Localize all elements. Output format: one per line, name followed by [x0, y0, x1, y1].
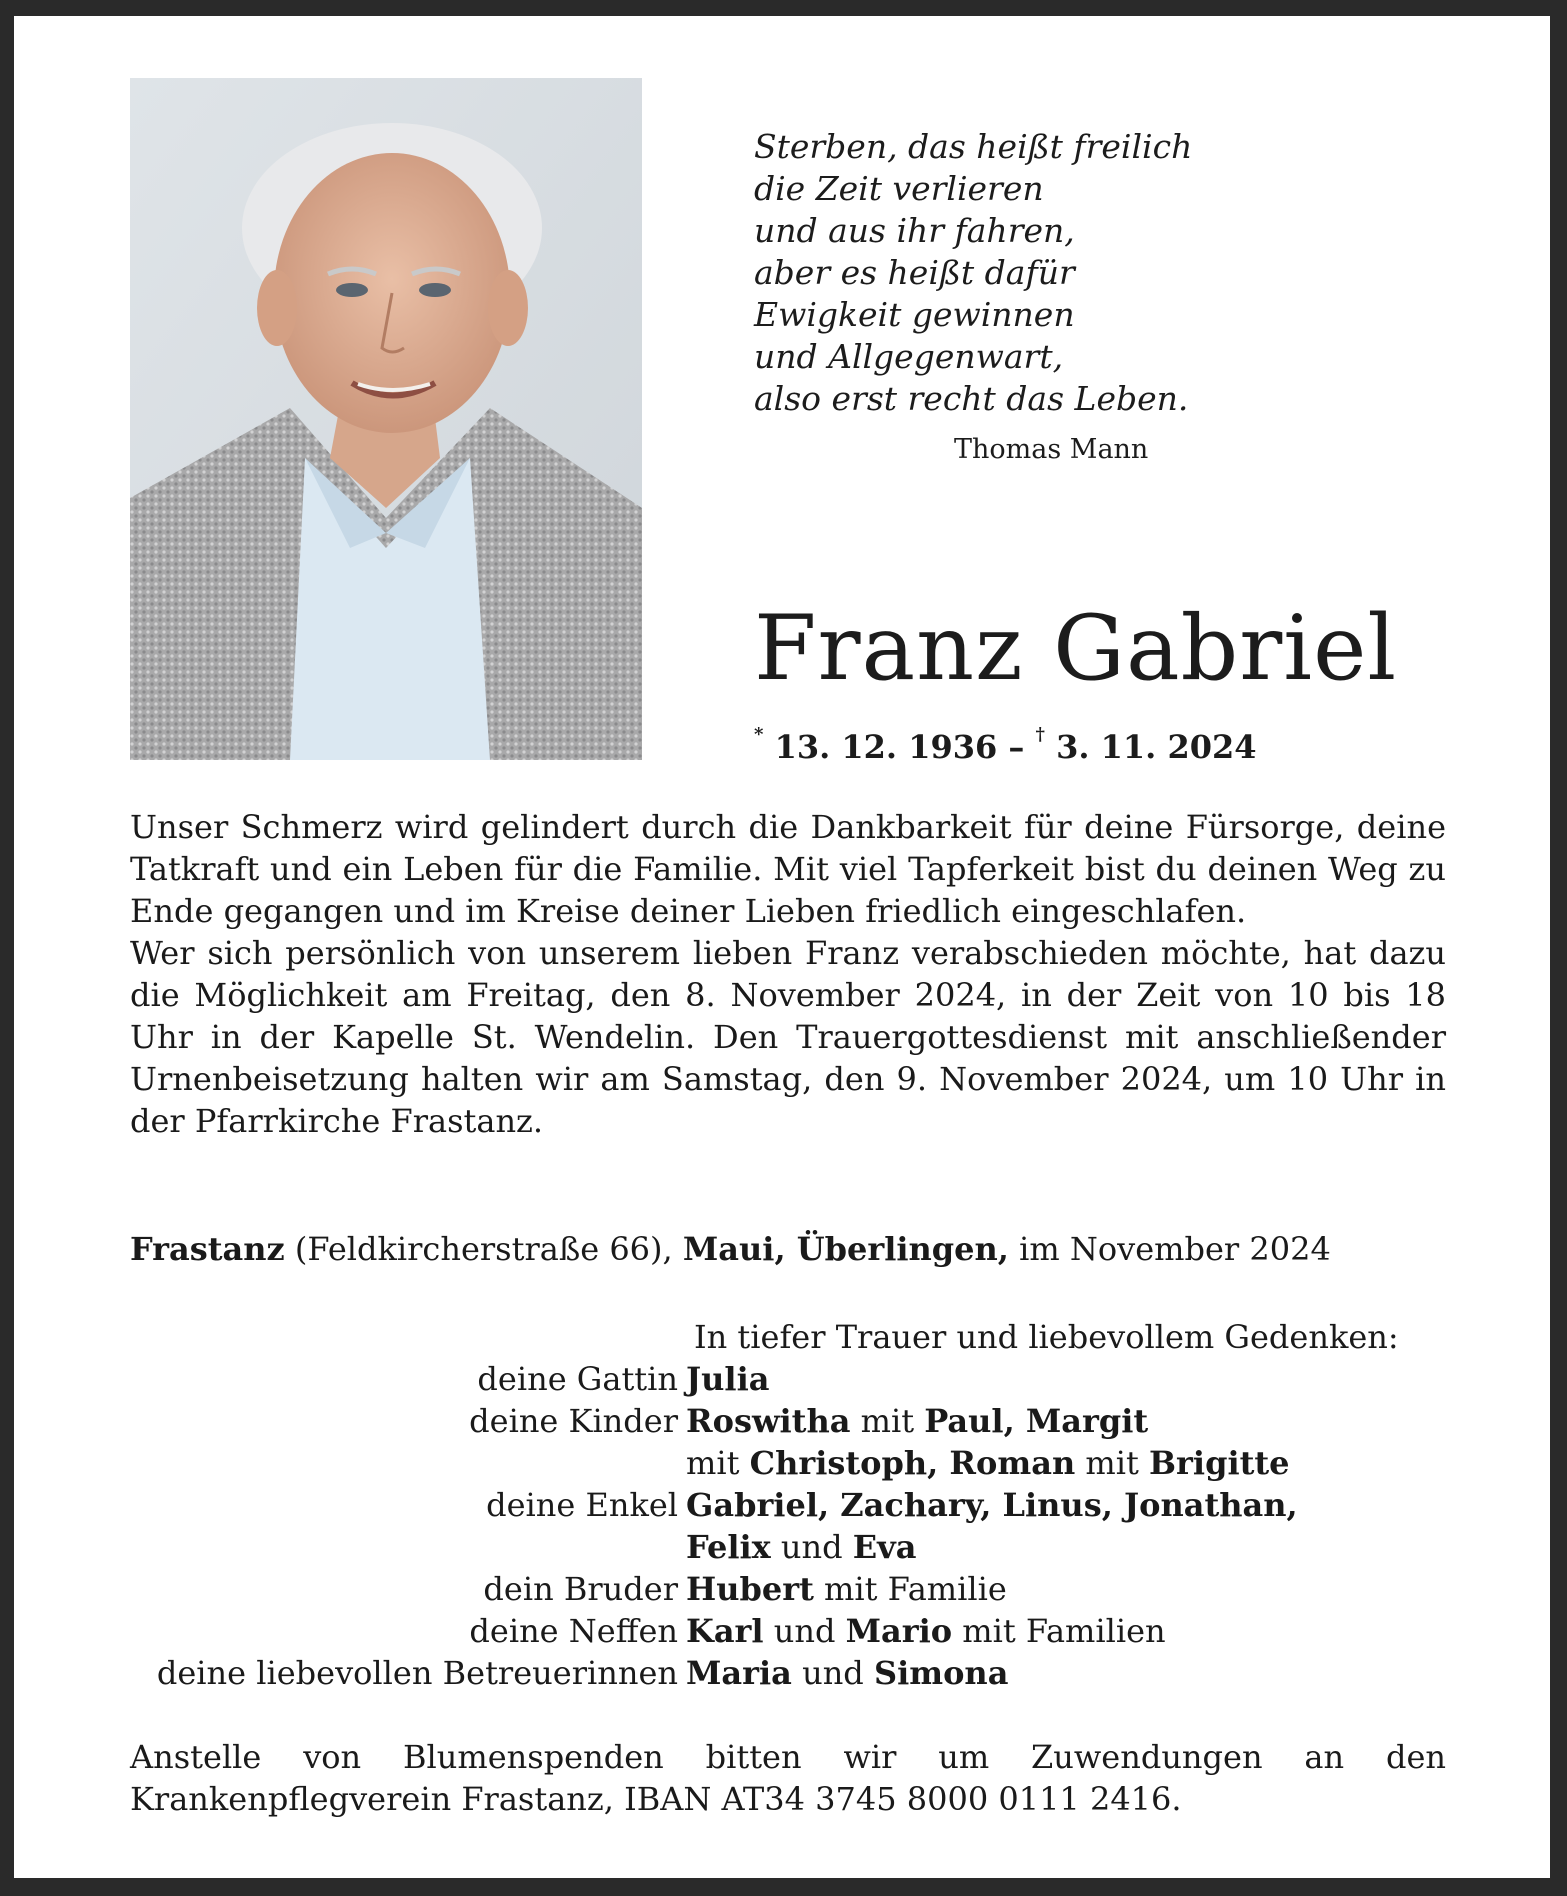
mourners-list	[130, 1358, 1530, 1694]
quote-line: Sterben, das heißt freilich	[754, 127, 1193, 166]
quote-line: die Zeit verlieren	[754, 169, 1044, 208]
place-date: im November 2024	[1019, 1230, 1331, 1268]
mourner-connector: mit	[1075, 1444, 1149, 1482]
mourner-relation: deine Neffen	[469, 1612, 678, 1650]
mourner-row	[130, 1484, 1530, 1526]
place-date-line	[130, 1228, 1331, 1270]
mourner-name: Paul, Margit	[924, 1402, 1149, 1440]
mourner-name: Karl	[686, 1612, 764, 1650]
mourners-intro: In tiefer Trauer und liebevollem Gedenken:	[694, 1318, 1399, 1356]
mourner-connector: mit Familie	[813, 1570, 1007, 1608]
mourner-name: Maria	[686, 1654, 792, 1692]
mourner-row	[130, 1652, 1530, 1694]
quote-line: und aus ihr fahren,	[754, 211, 1075, 250]
mourner-name: Brigitte	[1149, 1444, 1290, 1482]
mourner-row	[130, 1610, 1530, 1652]
deceased-name: Franz Gabriel	[754, 596, 1398, 701]
birth-symbol: *	[754, 724, 764, 746]
mourner-relation: deine Enkel	[486, 1486, 678, 1524]
place-others: Maui, Überlingen,	[682, 1230, 1009, 1268]
mourner-names	[686, 1610, 1166, 1652]
obituary-text	[130, 806, 1446, 1142]
donation-text: Anstelle von Blumenspenden bitten wir um Zuwendungen an den Krankenpflegverein Frastanz, IBAN AT34 3745 8000 0111 2416.	[130, 1738, 1446, 1818]
mourner-name: Christoph, Roman	[749, 1444, 1076, 1482]
birth-date: 13. 12. 1936	[774, 728, 998, 766]
life-dates	[754, 724, 1257, 766]
mourner-connector: mit	[850, 1402, 925, 1440]
mourner-row	[130, 1358, 1530, 1400]
mourner-name: Simona	[873, 1654, 1009, 1692]
mourner-names	[686, 1526, 916, 1568]
mourner-name: Julia	[686, 1360, 770, 1398]
obituary-page	[14, 16, 1550, 1878]
place-town: Frastanz	[130, 1230, 285, 1268]
mourner-row	[130, 1526, 1530, 1568]
mourner-names	[686, 1652, 1008, 1694]
mourner-relation: deine Kinder	[469, 1402, 678, 1440]
mourner-relation	[130, 1526, 686, 1568]
mourner-name: Mario	[845, 1612, 953, 1650]
quote-line: also erst recht das Leben.	[754, 379, 1189, 418]
date-separator: –	[1008, 728, 1025, 766]
mourner-names	[686, 1442, 1290, 1484]
portrait-photo	[130, 78, 642, 760]
mourner-names	[686, 1484, 1298, 1526]
mourner-relation	[130, 1442, 686, 1484]
mourner-connector: und	[763, 1612, 846, 1650]
mourner-names	[686, 1358, 769, 1400]
death-symbol: †	[1035, 724, 1045, 746]
mourner-names	[686, 1400, 1148, 1442]
mourner-name: Gabriel, Zachary, Linus, Jonathan,	[686, 1486, 1298, 1524]
quote	[754, 126, 1192, 420]
mourner-names	[686, 1568, 1007, 1610]
death-date: 3. 11. 2024	[1056, 728, 1257, 766]
mourner-row	[130, 1400, 1530, 1442]
mourner-connector: mit	[686, 1444, 750, 1482]
body-paragraph: Unser Schmerz wird gelindert durch die Dankbarkeit für deine Fürsorge, deine Tatkraft und ein Leben für die Familie. Mit viel Tapferkeit bist du deinen Weg zu Ende gegangen und im Kreise deiner Lieben friedlich eingeschlafen.	[130, 808, 1446, 930]
mourner-connector: und	[770, 1528, 853, 1566]
quote-line: und Allgegenwart,	[754, 337, 1064, 376]
quote-line: Ewigkeit gewinnen	[754, 295, 1075, 334]
mourner-relation: dein Bruder	[483, 1570, 678, 1608]
place-address: (Feldkircherstraße 66),	[294, 1230, 673, 1268]
mourner-name: Roswitha	[686, 1402, 851, 1440]
mourner-relation: deine liebevollen Betreuerinnen	[156, 1654, 678, 1692]
mourner-relation: deine Gattin	[477, 1360, 678, 1398]
mourner-name: Hubert	[686, 1570, 814, 1608]
mourner-row	[130, 1442, 1530, 1484]
mourner-name: Felix	[686, 1528, 771, 1566]
quote-author: Thomas Mann	[954, 434, 1149, 465]
mourner-connector: und	[791, 1654, 874, 1692]
portrait-illustration	[130, 78, 642, 760]
donation-note	[130, 1736, 1446, 1820]
mourner-connector: mit Familien	[952, 1612, 1166, 1650]
mourner-name: Eva	[852, 1528, 917, 1566]
quote-line: aber es heißt dafür	[754, 253, 1075, 292]
body-paragraph: Wer sich persönlich von unserem lieben Franz verabschieden möchte, hat dazu die Möglichkeit am Freitag, den 8. November 2024, in der Zeit von 10 bis 18 Uhr in der Kapelle St. Wendelin. Den Trauergottesdienst mit anschließender Urnenbeisetzung halten wir am Samstag, den 9. November 2024, um 10 Uhr in der Pfarrkirche Frastanz.	[130, 934, 1446, 1140]
mourner-row	[130, 1568, 1530, 1610]
